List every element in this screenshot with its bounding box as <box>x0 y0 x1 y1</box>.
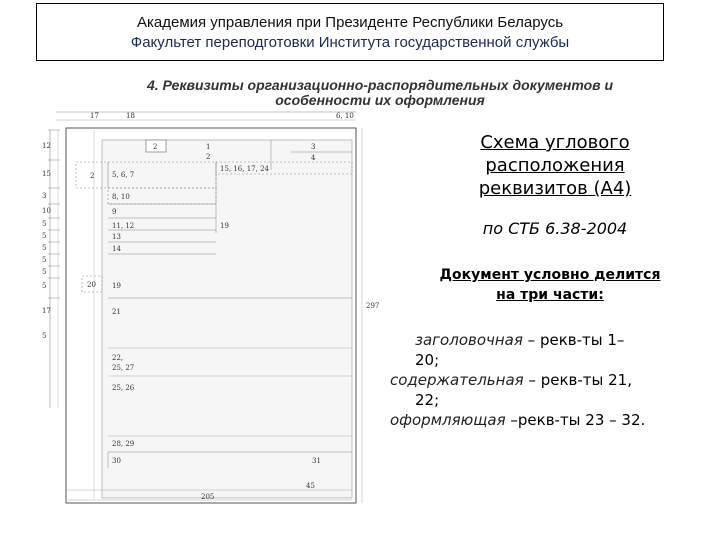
dim-top-mid: 18 <box>126 112 135 120</box>
label-req-5-7: 5, 6, 7 <box>112 171 135 179</box>
left-dim-label: 5 <box>42 268 47 276</box>
list-item-content-part <box>390 370 720 390</box>
list-text: – рекв-ты 21, <box>523 371 632 389</box>
left-dim-label: 12 <box>42 142 51 150</box>
list-item-continuation: 22; <box>415 391 440 409</box>
list-item-formatting-part <box>390 410 720 430</box>
label-req-2-left: 2 <box>90 172 95 180</box>
left-dim-label: 5 <box>42 256 47 264</box>
left-dim-label: 5 <box>42 282 47 290</box>
scheme-title-line-1: Схема углового <box>480 132 630 153</box>
label-bottom-dim: 45 <box>306 482 315 490</box>
left-dim-label: 5 <box>42 244 47 252</box>
label-req-3: 3 <box>311 143 316 151</box>
label-req-9: 9 <box>112 208 117 216</box>
left-dim-label: 17 <box>42 307 51 315</box>
label-bottom-width: 205 <box>201 493 215 501</box>
parts-heading <box>405 265 695 305</box>
header-line-1: Академия управления при Президенте Республики Беларусь <box>136 14 564 31</box>
label-req-28-29: 28, 29 <box>112 440 135 448</box>
label-req-21: 21 <box>112 308 121 316</box>
scheme-title-line-3: реквизитов (А4) <box>478 178 632 199</box>
label-req-20: 20 <box>87 281 96 289</box>
institution-header <box>36 3 664 61</box>
header-line-2: Факультет переподготовки Института государственной службы <box>130 34 570 51</box>
label-req-4: 4 <box>311 154 316 162</box>
left-dim-label: 15 <box>42 170 51 178</box>
section-title-line-1: 4. Реквизиты организационно-распорядительных документов и <box>146 77 614 93</box>
parts-heading-line-1: Документ условно делится <box>439 267 661 283</box>
label-req-19: 19 <box>112 282 121 290</box>
label-req-13: 13 <box>112 233 121 241</box>
label-req-8-10: 8, 10 <box>112 193 130 201</box>
parts-heading-line-2: на три части: <box>496 287 604 303</box>
list-term: оформляющая <box>390 411 506 429</box>
left-dim-label: 5 <box>42 220 47 228</box>
standard-reference: по СТБ 6.38-2004 <box>482 219 628 238</box>
list-item-continuation: 20; <box>415 351 440 369</box>
dim-top-right: 6, 10 <box>336 112 354 120</box>
label-req-25-26: 25, 26 <box>112 384 135 392</box>
list-text: –рекв-ты 23 – 32. <box>505 411 646 429</box>
label-req-1: 1 <box>206 143 211 151</box>
list-term: содержательная <box>390 371 524 389</box>
label-req-11-12: 11, 12 <box>112 222 135 230</box>
left-dim-label: 5 <box>42 332 47 340</box>
label-req-14: 14 <box>112 245 121 253</box>
parts-list <box>390 330 720 430</box>
label-req-19-right: 19 <box>220 222 229 230</box>
left-dim-label: 10 <box>42 207 51 215</box>
label-req-31: 31 <box>312 457 321 465</box>
list-item-heading-part <box>390 330 720 350</box>
section-title <box>60 78 700 108</box>
left-dimension-labels <box>42 142 51 340</box>
left-dim-label: 5 <box>42 232 47 240</box>
label-req-2: 2 <box>206 153 211 161</box>
label-req-15-16: 15, 16, 17, 24 <box>220 165 269 173</box>
scheme-title-line-2: расположения <box>485 155 625 176</box>
label-req-25-27: 25, 27 <box>112 364 135 372</box>
label-req-22: 22, <box>112 354 124 362</box>
label-req-30: 30 <box>112 457 121 465</box>
a4-requisites-diagram <box>36 108 382 508</box>
section-title-line-2: особенности их оформления <box>275 92 485 108</box>
label-side-dim: 297 <box>366 302 380 310</box>
scheme-title <box>440 131 670 200</box>
list-text: – рекв-ты 1– <box>522 331 625 349</box>
left-dim-label: 3 <box>42 192 47 200</box>
dim-top-left: 17 <box>90 112 99 120</box>
list-term: заголовочная <box>415 331 523 349</box>
label-box-2: 2 <box>153 143 158 151</box>
